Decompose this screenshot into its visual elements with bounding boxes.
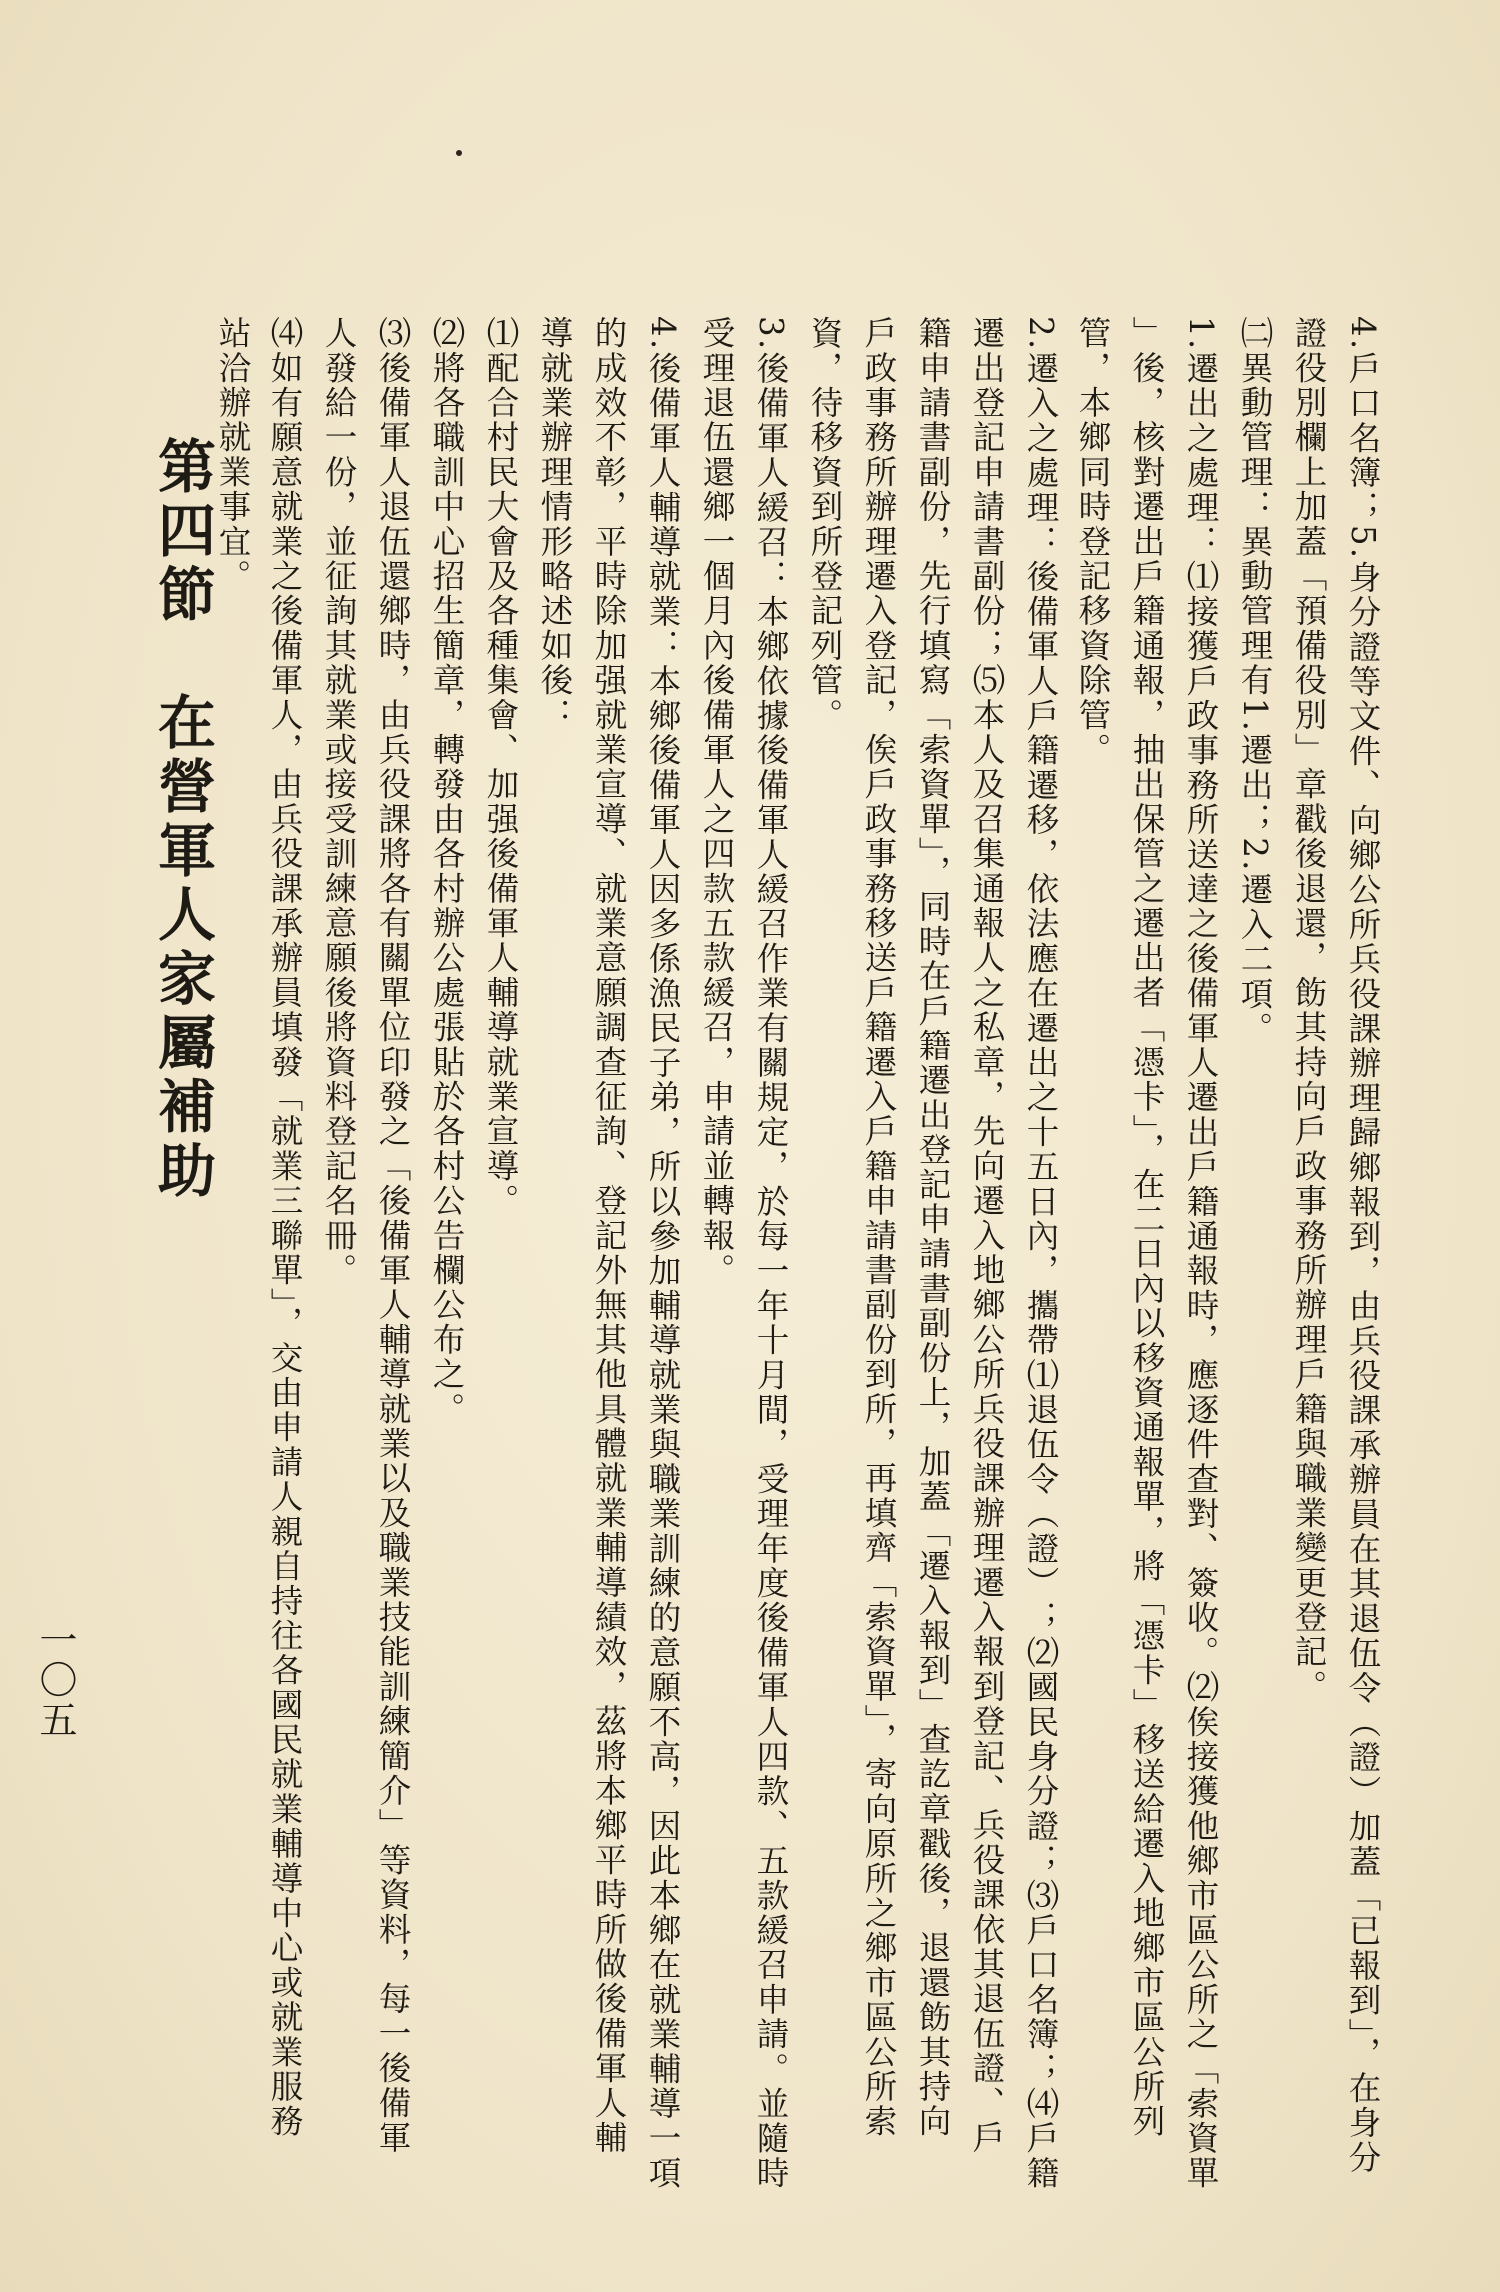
text-column-13: 受理退伍還鄉一個月內後備軍人之四款五款緩召，申請並轉報。: [698, 316, 736, 1288]
ink-speck: [456, 150, 462, 156]
text-column-19: ⑶後備軍人退伍還鄉時，由兵役課將各有關單位印發之「後備軍人輔導就業以及職業技能訓練簡介」等資料，每一後備軍: [374, 316, 412, 2156]
text-column-18: ⑵將各職訓中心招生簡章，轉發由各村辦公處張貼於各村公告欄公布之。: [428, 316, 466, 1427]
text-column-12: 3.後備軍人緩召：本鄉依據後備軍人緩召作業有關規定，於每一年十月間，受理年度後備軍人四款、五款緩召申請。並隨時: [752, 316, 790, 2191]
text-column-4: 1.遷出之處理：⑴接獲戶政事務所送達之後備軍人遷出戶籍通報時，應逐件查對、簽收。⑵俟接獲他鄉市區公所之「索資單: [1182, 316, 1220, 2191]
text-column-11: 資，待移資到所登記列管。: [806, 316, 844, 733]
text-column-22: 站洽辦就業事宜。: [214, 316, 252, 594]
text-column-8: 遷出登記申請書副份；⑸本人及召集通報人之私章，先向遷入地鄉公所兵役課辦理遷入報到登記、兵役課依其退伍證、戶: [968, 316, 1006, 2156]
text-column-20: 人發給一份，並征詢其就業或接受訓練意願後將資料登記名冊。: [320, 316, 358, 1288]
page-number: 一〇五: [33, 1620, 77, 1740]
section-heading: 第四節 在營軍人家屬補助: [148, 436, 216, 1204]
text-column-9: 籍申請書副份，先行填寫「索資單」，同時在戶籍遷出登記申請書副份上，加蓋「遷入報到」查訖章戳後，退還飭其持向: [914, 316, 952, 2139]
text-column-21: ⑷如有願意就業之後備軍人，由兵役課承辦員填發「就業三聯單」，交由申請人親自持往各國民就業輔導中心或就業服務: [266, 316, 304, 2139]
text-column-6: 管，本鄉同時登記移資除管。: [1074, 316, 1112, 768]
text-column-7: 2.遷入之處理：後備軍人戶籍遷移，依法應在遷出之十五日內，攜帶⑴退伍令（證）；⑵國民身分證；⑶戶口名簿；⑷戶籍: [1022, 316, 1060, 2191]
text-column-15: 的成效不彰，平時除加强就業宣導、就業意願調查征詢、登記外無其他具體就業輔導績效，茲將本鄉平時所做後備軍人輔: [590, 316, 628, 2156]
text-column-16: 導就業辦理情形略述如後：: [536, 316, 574, 733]
text-column-1: 4.戶口名簿；5.身分證等文件、向鄉公所兵役課辦理歸鄉報到，由兵役課承辦員在其退伍令（證）加蓋「已報到」，在身分: [1344, 316, 1382, 2175]
text-column-2: 證役別欄上加蓋「預備役別」章戳後退還，飭其持向戶政事務所辦理戶籍與職業變更登記。: [1290, 316, 1328, 1704]
text-column-14: 4.後備軍人輔導就業：本鄉後備軍人因多係漁民子弟，所以參加輔導就業與職業訓練的意願不高，因此本鄉在就業輔導一項: [644, 316, 682, 2191]
text-column-3: ㈡異動管理：異動管理有1.遷出；2.遷入二項。: [1236, 316, 1274, 1047]
text-column-5: 」後，核對遷出戶籍通報，抽出保管之遷出者「憑卡」，在二日內以移資通報單，將「憑卡」移送給遷入地鄉市區公所列: [1128, 316, 1166, 2139]
text-column-17: ⑴配合村民大會及各種集會、加强後備軍人輔導就業宣導。: [482, 316, 520, 1219]
text-column-10: 戶政事務所辦理遷入登記，俟戶政事務移送戶籍遷入戶籍申請書副份到所，再填齊「索資單」，寄向原所之鄉市區公所索: [860, 316, 898, 2139]
